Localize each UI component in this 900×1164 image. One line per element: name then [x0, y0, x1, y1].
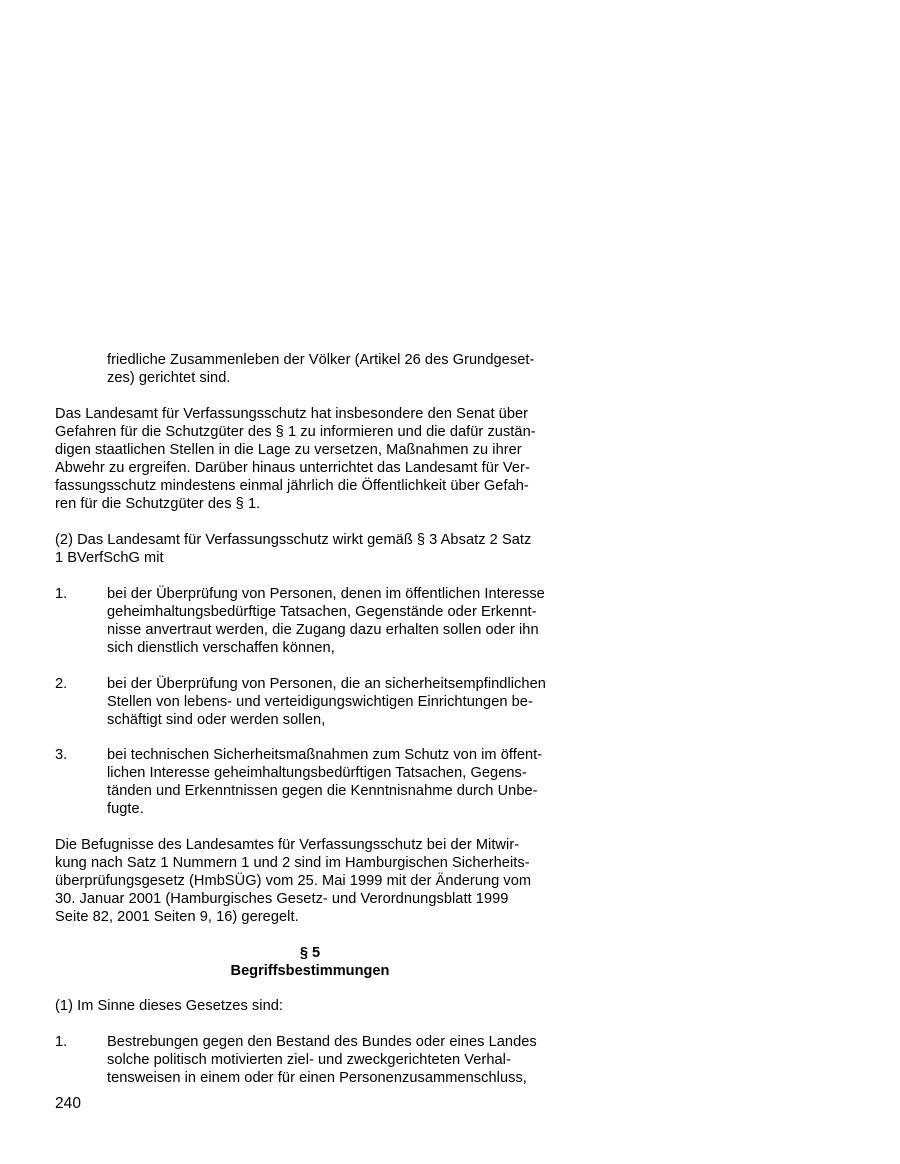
list-item-line: schäftigt sind oder werden sollen,	[107, 712, 326, 728]
intro-item-line: friedliche Zusammenleben der Völker (Artikel 26 des Grundgeset-	[107, 352, 535, 368]
list-item-number: 1.	[55, 586, 68, 602]
list-item-line: Stellen von lebens- und verteidigungswichtigen Einrichtungen be-	[107, 694, 533, 710]
list-item-line: tänden und Erkenntnissen gegen die Kenntnisnahme durch Unbe-	[107, 783, 538, 799]
paragraph-line: digen staatlichen Stellen in die Lage zu versetzen, Maßnahmen zu ihrer	[55, 442, 522, 458]
paragraph-line: kung nach Satz 1 Nummern 1 und 2 sind im Hamburgischen Sicherheits-	[55, 855, 530, 871]
paragraph-line: Abwehr zu ergreifen. Darüber hinaus unterrichtet das Landesamt für Ver-	[55, 460, 530, 476]
list-item-line: lichen Interesse geheimhaltungsbedürftigen Tatsachen, Gegens-	[107, 765, 527, 781]
section-title: Begriffsbestimmungen	[230, 963, 390, 979]
paragraph-line: ren für die Schutzgüter des § 1.	[55, 496, 261, 512]
list-item-line: bei der Überprüfung von Personen, die an sicherheitsempfindlichen	[107, 676, 546, 692]
paragraph-line: (2) Das Landesamt für Verfassungsschutz wirkt gemäß § 3 Absatz 2 Satz	[55, 532, 532, 548]
list-item-number: 3.	[55, 747, 68, 763]
intro-item-line: zes) gerichtet sind.	[107, 370, 231, 386]
paragraph-line: Die Befugnisse des Landesamtes für Verfassungsschutz bei der Mitwir-	[55, 837, 520, 853]
list-item-line: geheimhaltungsbedürftige Tatsachen, Gegenstände oder Erkennt-	[107, 604, 537, 620]
list-item-number: 1.	[55, 1034, 68, 1050]
list-item-number: 2.	[55, 676, 68, 692]
paragraph-line: fassungsschutz mindestens einmal jährlich die Öffentlichkeit über Gefah-	[55, 478, 529, 494]
section-number: § 5	[299, 945, 321, 961]
list-item-line: Bestrebungen gegen den Bestand des Bundes oder eines Landes	[107, 1034, 537, 1050]
paragraph-line: 1 BVerfSchG mit	[55, 550, 164, 566]
paragraph-line: Seite 82, 2001 Seiten 9, 16) geregelt.	[55, 909, 299, 925]
list-item-line: bei technischen Sicherheitsmaßnahmen zum Schutz von im öffent-	[107, 747, 543, 763]
paragraph-line: 30. Januar 2001 (Hamburgisches Gesetz- und Verordnungsblatt 1999	[55, 891, 509, 907]
page-number: 240	[55, 1095, 82, 1112]
list-item-line: fugte.	[107, 801, 144, 817]
list-item-line: solche politisch motivierten ziel- und zweckgerichteten Verhal-	[107, 1052, 511, 1068]
list-item-line: sich dienstlich verschaffen können,	[107, 640, 335, 656]
paragraph-line: Das Landesamt für Verfassungsschutz hat insbesondere den Senat über	[55, 406, 529, 422]
paragraph-line: Gefahren für die Schutzgüter des § 1 zu informieren und die dafür zustän-	[55, 424, 536, 440]
list-item-line: nisse anvertraut werden, die Zugang dazu erhalten sollen oder ihn	[107, 622, 539, 638]
paragraph-line: überprüfungsgesetz (HmbSÜG) vom 25. Mai 1999 mit der Änderung vom	[55, 873, 532, 889]
list-item-line: tensweisen in einem oder für einen Personenzusammenschluss,	[107, 1070, 527, 1086]
paragraph-line: (1) Im Sinne dieses Gesetzes sind:	[55, 998, 284, 1014]
list-item-line: bei der Überprüfung von Personen, denen im öffentlichen Interesse	[107, 586, 545, 602]
